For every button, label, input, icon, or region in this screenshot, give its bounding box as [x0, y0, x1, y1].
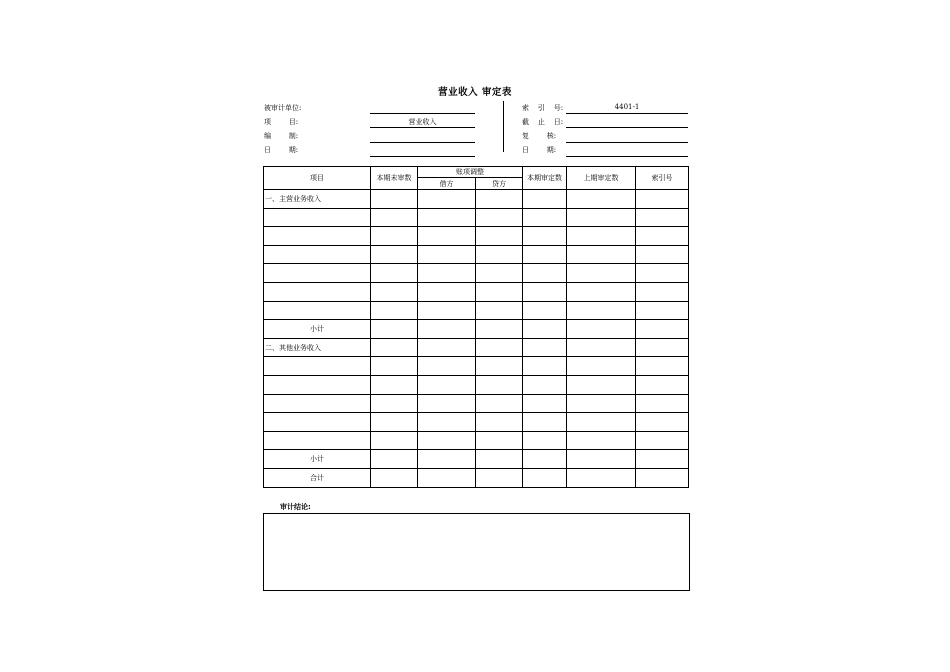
item-cell[interactable] — [264, 301, 371, 320]
debit-cell[interactable] — [418, 450, 476, 469]
item-cell[interactable] — [264, 413, 371, 432]
table-row — [264, 301, 689, 320]
credit-cell[interactable] — [476, 468, 523, 487]
unaudited-cell[interactable] — [371, 431, 418, 450]
header-label-cutoff-date: 截 止 日: — [522, 118, 564, 126]
page-title: 营业收入 审定表 — [438, 87, 512, 98]
header-label-reviewer: 复 核: — [522, 132, 557, 140]
table-row — [264, 208, 689, 227]
header-label-audited-unit: 被审计单位: — [264, 104, 302, 112]
index-cell[interactable] — [636, 264, 689, 283]
credit-cell[interactable] — [476, 375, 523, 394]
debit-cell[interactable] — [418, 375, 476, 394]
prior-audited-cell[interactable] — [567, 227, 636, 246]
index-cell[interactable] — [636, 431, 689, 450]
credit-cell[interactable] — [476, 320, 523, 339]
index-cell[interactable] — [636, 468, 689, 487]
header-credit: 贷方 — [476, 178, 523, 190]
prior-audited-cell[interactable] — [567, 413, 636, 432]
prior-audited-cell[interactable] — [567, 208, 636, 227]
audited-cell[interactable] — [523, 338, 567, 357]
credit-cell[interactable] — [476, 338, 523, 357]
item-cell[interactable] — [264, 264, 371, 283]
debit-cell[interactable] — [418, 264, 476, 283]
index-no-field[interactable] — [566, 113, 688, 114]
prior-audited-cell[interactable] — [567, 282, 636, 301]
debit-cell[interactable] — [418, 190, 476, 209]
reviewer-field[interactable] — [566, 142, 688, 143]
debit-cell[interactable] — [418, 245, 476, 264]
header-label-date-left: 日 期: — [264, 146, 299, 154]
unaudited-cell[interactable] — [371, 282, 418, 301]
debit-cell[interactable] — [418, 338, 476, 357]
index-no-value: 4401-1 — [614, 103, 640, 111]
table-row — [264, 394, 689, 413]
credit-cell[interactable] — [476, 431, 523, 450]
unaudited-cell[interactable] — [371, 264, 418, 283]
audited-cell[interactable] — [523, 413, 567, 432]
item-cell[interactable] — [264, 357, 371, 376]
item-value: 营业收入 — [408, 118, 437, 126]
audited-cell[interactable] — [523, 468, 567, 487]
debit-cell[interactable] — [418, 468, 476, 487]
header-label-index-no: 索 引 号: — [522, 104, 564, 112]
table-row — [264, 468, 689, 487]
table-row — [264, 264, 689, 283]
header-debit: 借方 — [418, 178, 476, 190]
item-cell[interactable] — [264, 208, 371, 227]
table-row — [264, 282, 689, 301]
header-prior-audited: 上期审定数 — [567, 167, 636, 190]
index-cell[interactable] — [636, 413, 689, 432]
index-cell[interactable] — [636, 301, 689, 320]
audited-unit-field[interactable] — [370, 113, 475, 114]
unaudited-cell[interactable] — [371, 208, 418, 227]
audited-cell[interactable] — [523, 431, 567, 450]
item-cell[interactable]: 小计 — [264, 320, 371, 339]
conclusion-label: 审计结论: — [280, 503, 311, 511]
item-cell[interactable]: 小计 — [264, 450, 371, 469]
debit-cell[interactable] — [418, 431, 476, 450]
audited-cell[interactable] — [523, 394, 567, 413]
date-right-field[interactable] — [566, 156, 688, 157]
prior-audited-cell[interactable] — [567, 468, 636, 487]
credit-cell[interactable] — [476, 264, 523, 283]
item-cell[interactable]: 一、主营业务收入 — [264, 190, 371, 209]
item-cell[interactable] — [264, 245, 371, 264]
index-cell[interactable] — [636, 375, 689, 394]
date-left-field[interactable] — [370, 156, 475, 157]
credit-cell[interactable] — [476, 357, 523, 376]
header-unaudited: 本期未审数 — [371, 167, 418, 190]
prior-audited-cell[interactable] — [567, 190, 636, 209]
unaudited-cell[interactable] — [371, 375, 418, 394]
item-cell[interactable]: 二、其他业务收入 — [264, 338, 371, 357]
debit-cell[interactable] — [418, 282, 476, 301]
index-cell[interactable] — [636, 394, 689, 413]
table-row — [264, 431, 689, 450]
index-cell[interactable] — [636, 282, 689, 301]
debit-cell[interactable] — [418, 227, 476, 246]
table-row — [264, 190, 689, 209]
unaudited-cell[interactable] — [371, 413, 418, 432]
audited-cell[interactable] — [523, 264, 567, 283]
unaudited-cell[interactable] — [371, 468, 418, 487]
prior-audited-cell[interactable] — [567, 245, 636, 264]
audited-cell[interactable] — [523, 357, 567, 376]
table-row — [264, 450, 689, 469]
audited-cell[interactable] — [523, 450, 567, 469]
index-cell[interactable] — [636, 320, 689, 339]
credit-cell[interactable] — [476, 394, 523, 413]
header-audited: 本期审定数 — [523, 167, 567, 190]
audited-cell[interactable] — [523, 282, 567, 301]
prior-audited-cell[interactable] — [567, 375, 636, 394]
conclusion-box[interactable] — [263, 513, 690, 591]
prior-audited-cell[interactable] — [567, 450, 636, 469]
unaudited-cell[interactable] — [371, 357, 418, 376]
debit-cell[interactable] — [418, 357, 476, 376]
unaudited-cell[interactable] — [371, 301, 418, 320]
header-item: 项目 — [264, 167, 371, 190]
debit-cell[interactable] — [418, 301, 476, 320]
prior-audited-cell[interactable] — [567, 264, 636, 283]
audited-cell[interactable] — [523, 320, 567, 339]
credit-cell[interactable] — [476, 208, 523, 227]
audited-cell[interactable] — [523, 375, 567, 394]
item-cell[interactable] — [264, 282, 371, 301]
credit-cell[interactable] — [476, 450, 523, 469]
item-cell[interactable]: 合计 — [264, 468, 371, 487]
unaudited-cell[interactable] — [371, 320, 418, 339]
credit-cell[interactable] — [476, 245, 523, 264]
header-label-prepared-by: 编 制: — [264, 132, 299, 140]
debit-cell[interactable] — [418, 394, 476, 413]
index-cell[interactable] — [636, 450, 689, 469]
prior-audited-cell[interactable] — [567, 431, 636, 450]
index-cell[interactable] — [636, 357, 689, 376]
index-cell[interactable] — [636, 338, 689, 357]
audited-cell[interactable] — [523, 227, 567, 246]
index-cell[interactable] — [636, 208, 689, 227]
unaudited-cell[interactable] — [371, 227, 418, 246]
prior-audited-cell[interactable] — [567, 338, 636, 357]
table-row — [264, 413, 689, 432]
unaudited-cell[interactable] — [371, 338, 418, 357]
credit-cell[interactable] — [476, 190, 523, 209]
header-divider — [503, 101, 504, 152]
index-cell[interactable] — [636, 190, 689, 209]
table-row — [264, 245, 689, 264]
item-field[interactable] — [370, 127, 475, 128]
item-cell[interactable] — [264, 375, 371, 394]
audited-cell[interactable] — [523, 190, 567, 209]
item-cell[interactable] — [264, 227, 371, 246]
index-cell[interactable] — [636, 245, 689, 264]
unaudited-cell[interactable] — [371, 450, 418, 469]
item-cell[interactable] — [264, 431, 371, 450]
prior-audited-cell[interactable] — [567, 394, 636, 413]
debit-cell[interactable] — [418, 208, 476, 227]
header-label-date-right: 日 期: — [522, 146, 557, 154]
credit-cell[interactable] — [476, 413, 523, 432]
item-cell[interactable] — [264, 394, 371, 413]
unaudited-cell[interactable] — [371, 245, 418, 264]
prepared-by-field[interactable] — [370, 142, 475, 143]
unaudited-cell[interactable] — [371, 394, 418, 413]
header-adjustment: 账项调整 — [418, 167, 523, 178]
prior-audited-cell[interactable] — [567, 320, 636, 339]
credit-cell[interactable] — [476, 227, 523, 246]
debit-cell[interactable] — [418, 413, 476, 432]
table-row — [264, 357, 689, 376]
index-cell[interactable] — [636, 227, 689, 246]
header-label-item: 项 目: — [264, 118, 299, 126]
table-row — [264, 227, 689, 246]
cutoff-date-field[interactable] — [566, 127, 688, 128]
table-row — [264, 320, 689, 339]
unaudited-cell[interactable] — [371, 190, 418, 209]
header-index: 索引号 — [636, 167, 689, 190]
audited-cell[interactable] — [523, 208, 567, 227]
debit-cell[interactable] — [418, 320, 476, 339]
audited-cell[interactable] — [523, 301, 567, 320]
table-row — [264, 338, 689, 357]
revenue-audit-table — [263, 166, 689, 488]
credit-cell[interactable] — [476, 282, 523, 301]
table-row — [264, 375, 689, 394]
prior-audited-cell[interactable] — [567, 301, 636, 320]
prior-audited-cell[interactable] — [567, 357, 636, 376]
credit-cell[interactable] — [476, 301, 523, 320]
audited-cell[interactable] — [523, 245, 567, 264]
